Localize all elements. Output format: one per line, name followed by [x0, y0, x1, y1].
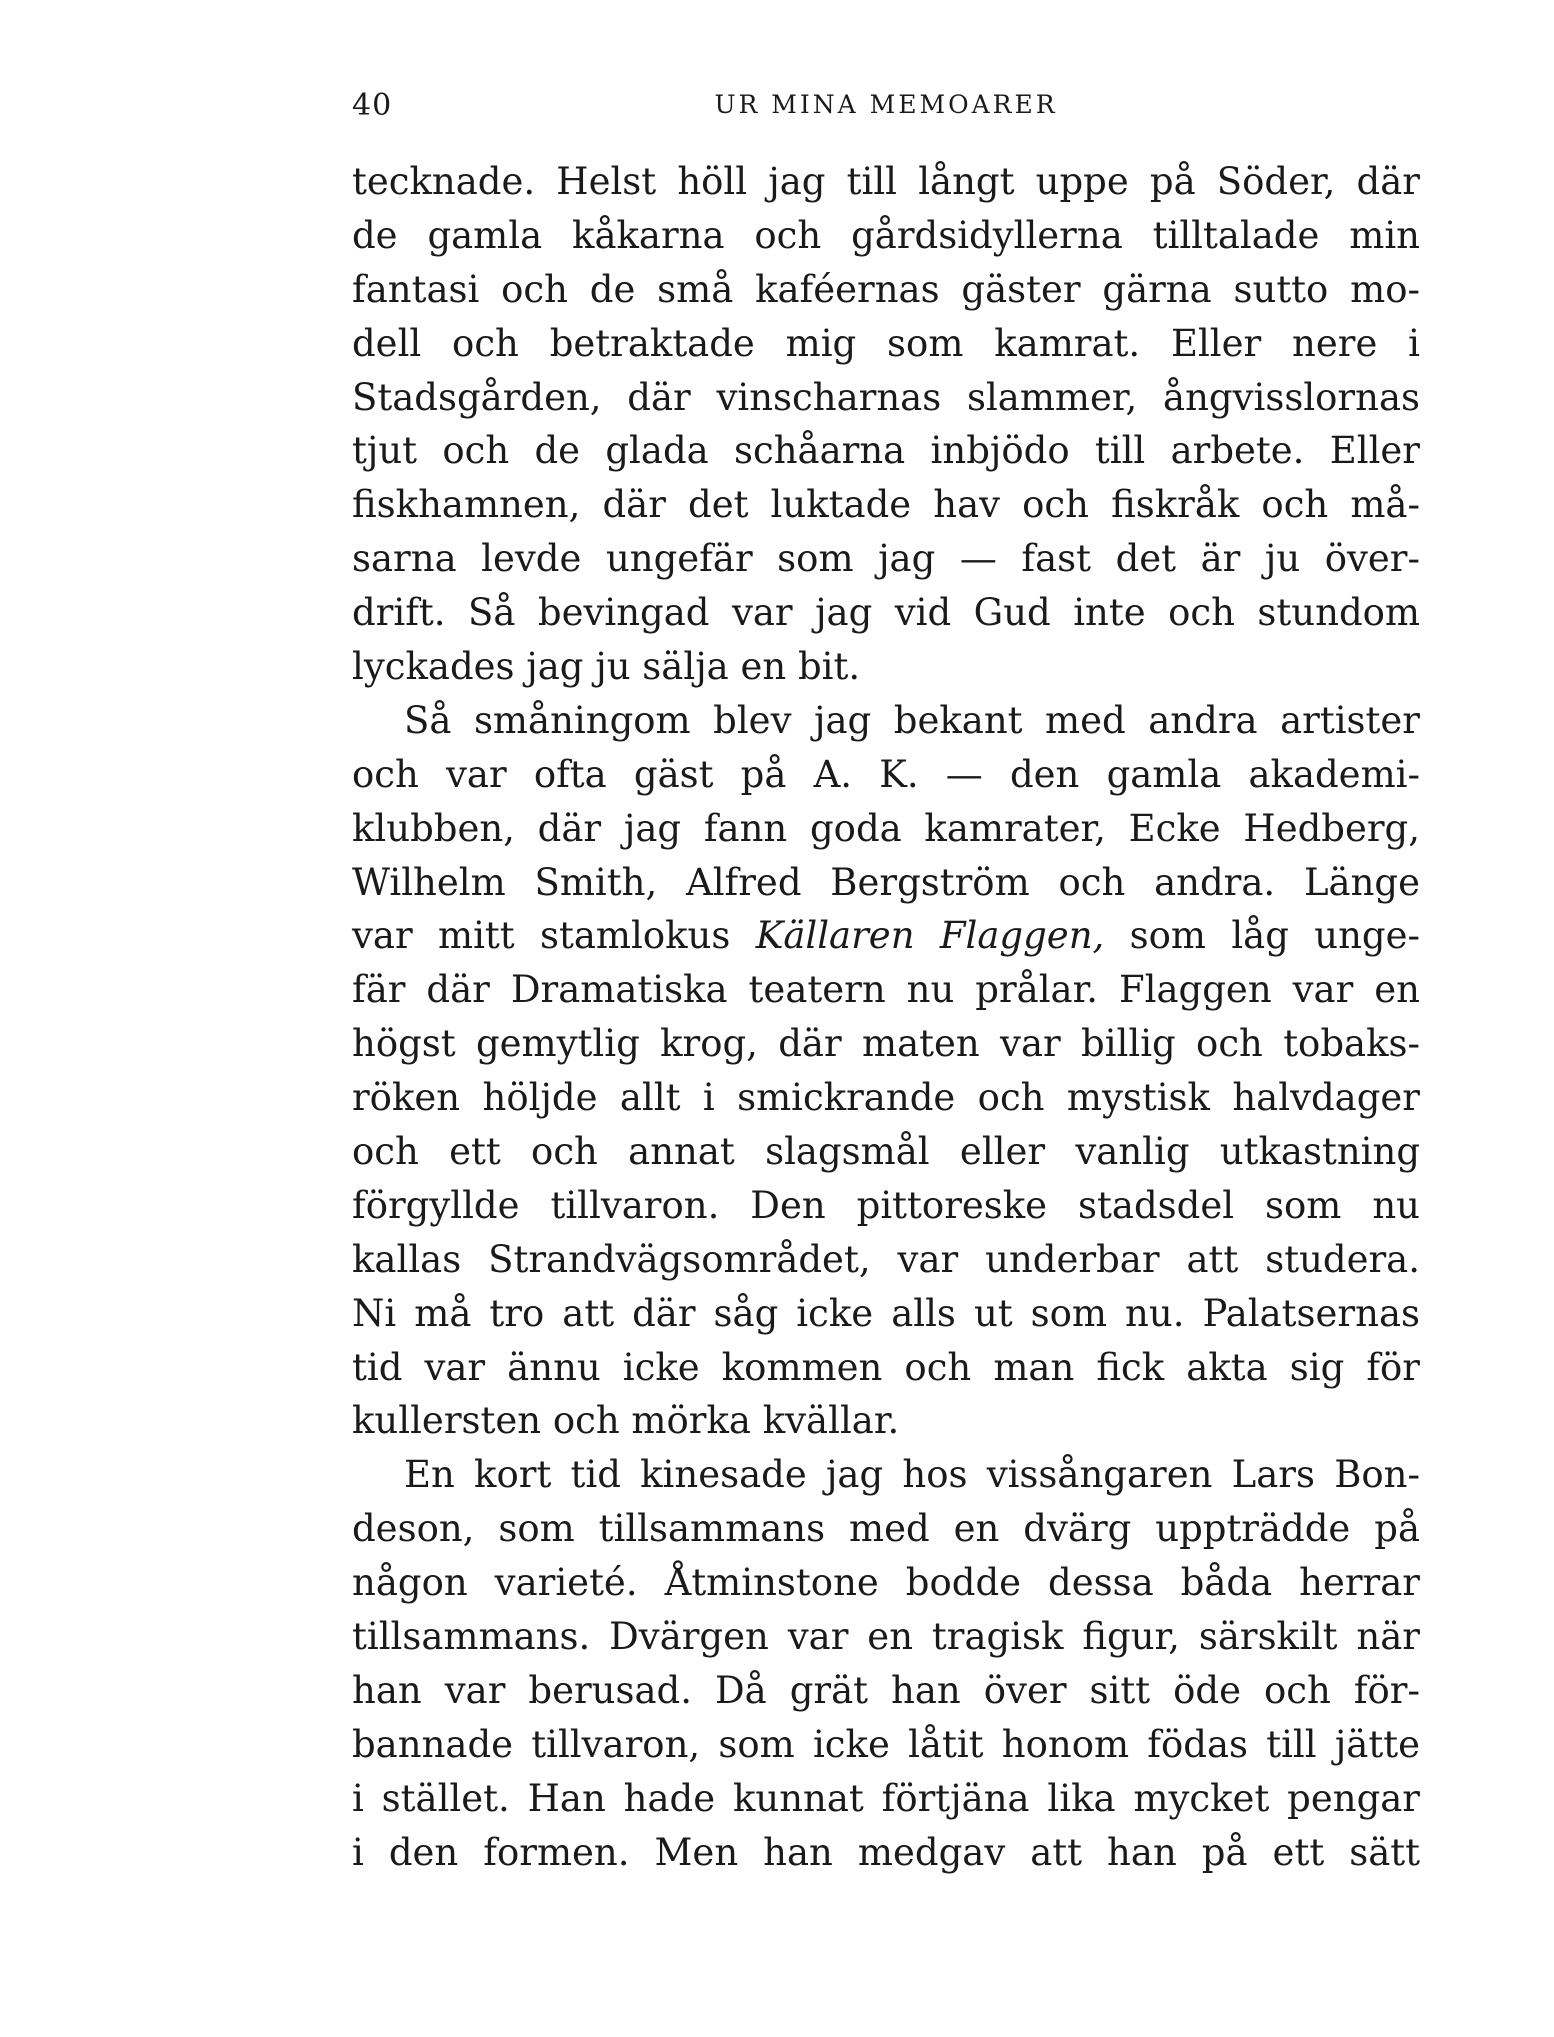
text-line: klubben, där jag fann goda kamrater, Ecke Hedberg,	[352, 806, 1420, 850]
text-line: lyckades jag ju sälja en bit.	[352, 645, 861, 689]
text-line: han var berusad. Då grät han över sitt öde och för-	[352, 1668, 1420, 1712]
text-line: de gamla kåkarna och gårdsidyllerna tilltalade min	[352, 213, 1420, 257]
text-line: bannade tillvaron, som icke låtit honom födas till jätte	[352, 1722, 1420, 1766]
text-line: dell och betraktade mig som kamrat. Eller nere i	[352, 321, 1420, 365]
text-line: fiskhamnen, där det luktade hav och fiskråk och må-	[352, 483, 1420, 527]
text-line: sarna levde ungefär som jag — fast det är ju över-	[352, 537, 1420, 581]
text-line: deson, som tillsammans med en dvärg uppträdde på	[352, 1507, 1420, 1551]
page-number: 40	[352, 88, 393, 123]
text-line: En kort tid kinesade jag hos vissångaren Lars Bon-	[404, 1453, 1420, 1497]
page-header	[352, 88, 1420, 128]
text-line: Så småningom blev jag bekant med andra artister	[404, 698, 1420, 742]
text-line: i stället. Han hade kunnat förtjäna lika mycket pengar	[352, 1776, 1420, 1820]
running-title: UR MINA MEMOARER	[714, 90, 1058, 119]
text-line: Stadsgården, där vinscharnas slammer, ångvisslornas	[352, 375, 1420, 419]
text-line: röken höljde allt i smickrande och mystisk halvdager	[352, 1076, 1420, 1120]
line-text: var mitt stamlokus	[352, 914, 756, 958]
text-line: tillsammans. Dvärgen var en tragisk figur, särskilt när	[352, 1615, 1420, 1659]
text-line: Wilhelm Smith, Alfred Bergström och andra. Länge	[352, 860, 1420, 904]
text-line: kallas Strandvägsområdet, var underbar att studera.	[352, 1237, 1420, 1281]
text-line: förgyllde tillvaron. Den pittoreske stadsdel som nu	[352, 1183, 1420, 1227]
body-text	[352, 155, 1420, 1880]
text-line-with-italic	[352, 909, 1420, 963]
text-line: tid var ännu icke kommen och man fick akta sig för	[352, 1345, 1420, 1389]
italic-title: Källaren Flaggen,	[755, 914, 1105, 958]
text-line: någon varieté. Åtminstone bodde dessa båda herrar	[352, 1561, 1420, 1605]
text-line: i den formen. Men han medgav att han på ett sätt	[352, 1830, 1420, 1874]
text-line: kullersten och mörka kvällar.	[352, 1399, 900, 1443]
text-line: tjut och de glada schåarna inbjödo till arbete. Eller	[352, 429, 1420, 473]
text-line: tecknade. Helst höll jag till långt uppe på Söder, där	[352, 160, 1420, 203]
text-line: fär där Dramatiska teatern nu prålar. Flaggen var en	[352, 968, 1420, 1012]
text-line: och ett och annat slagsmål eller vanlig utkastning	[352, 1130, 1420, 1174]
text-line: och var ofta gäst på A. K. — den gamla akademi-	[352, 752, 1420, 796]
text-line: drift. Så bevingad var jag vid Gud inte och stundom	[352, 591, 1420, 635]
text-line: fantasi och de små kaféernas gäster gärna sutto mo-	[352, 267, 1420, 311]
line-text: som låg unge-	[1104, 914, 1420, 958]
text-line: Ni må tro att där såg icke alls ut som nu. Palatsernas	[352, 1291, 1420, 1335]
text-line: högst gemytlig krog, där maten var billig och tobaks-	[352, 1022, 1420, 1066]
